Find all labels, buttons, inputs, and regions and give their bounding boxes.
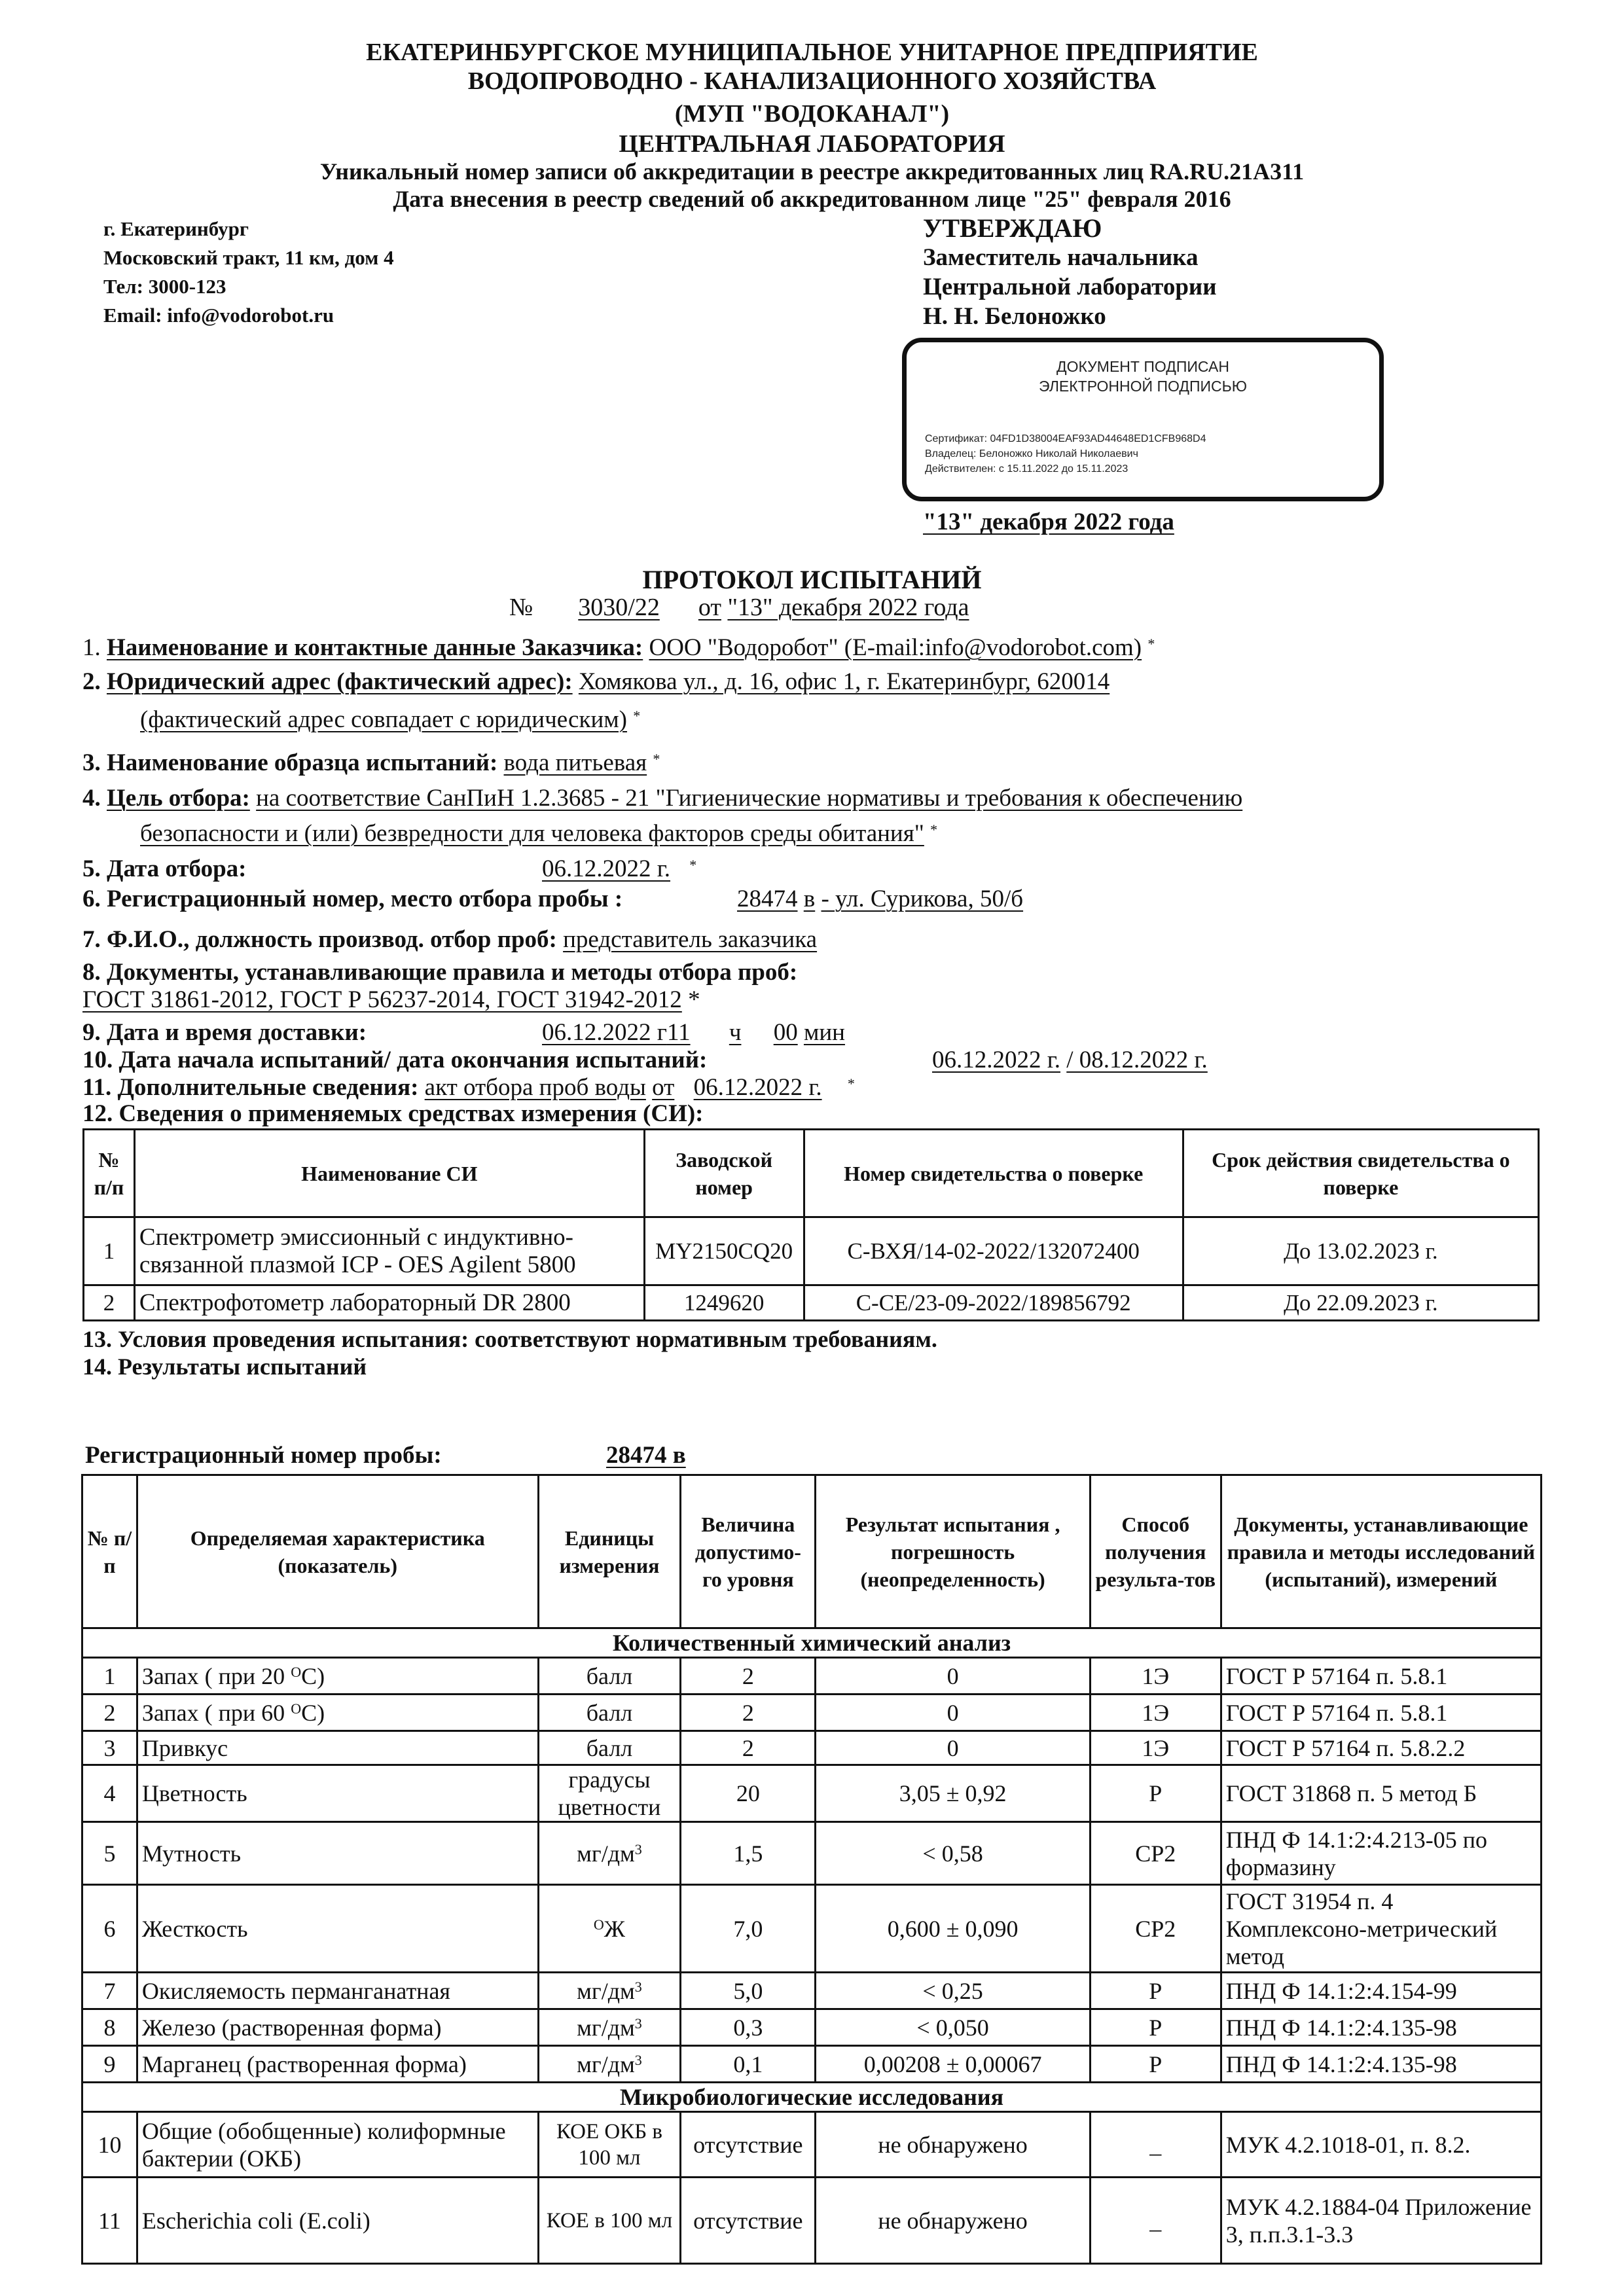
item-7: 7. Ф.И.О., должность производ. отбор проб: представитель заказчика — [82, 926, 818, 953]
section-chemical — [82, 1628, 1542, 1658]
instr-header-name: Наименование СИ — [134, 1130, 644, 1217]
results-header-documents: Документы, устанавливающие правила и методы исследований (испытаний), измерений — [1221, 1475, 1541, 1628]
electronic-signature-stamp — [902, 338, 1384, 501]
item-6: 6. Регистрационный номер, место отбора пробы : — [82, 886, 623, 912]
item-11-date: 06.12.2022 г. — [693, 1074, 822, 1101]
table-row: 3 Привкус балл 2 0 1Э ГОСТ Р 57164 п. 5.8.2.2 — [82, 1731, 1542, 1765]
item-11-value: акт отбора проб воды — [424, 1074, 646, 1101]
item-4-value: на соответствие СанПиН 1.2.3685 - 21 "Гигиенические нормативы и требования к обеспечению — [256, 785, 1243, 812]
approval-date: "13" декабря 2022 года — [923, 509, 1174, 535]
instruments-header-row — [84, 1130, 1539, 1217]
stamp-owner: Владелец: Белоножко Николай Николаевич — [925, 448, 1138, 459]
table-row: 6 Жесткость $^О$Ж 7,0 0,600 ± 0,090 СР2 ГОСТ 31954 п. 4 Комплексоно-метрический метод — [82, 1885, 1542, 1973]
contact-address: Московский тракт, 11 км, дом 4 — [103, 246, 394, 269]
table-row: 4 Цветность градусы цветности 20 3,05 ± 0,92 Р ГОСТ 31868 п. 5 метод Б — [82, 1765, 1542, 1822]
item-11-label: Дополнительные сведения: — [117, 1074, 419, 1101]
stamp-valid: Действителен: с 15.11.2022 до 15.11.2023 — [925, 463, 1128, 475]
item-3-label: Наименование образца испытаний: — [107, 749, 498, 776]
item-10-value-wrap — [932, 1046, 1208, 1075]
item-6-place: - ул. Сурикова, 50/б — [821, 886, 1024, 912]
item-3: 3. Наименование образца испытаний: вода питьевая * — [82, 749, 660, 776]
item-5-value: 06.12.2022 г. — [542, 855, 671, 882]
protocol-date: "13" декабря 2022 года — [727, 594, 969, 621]
item-4-value2: безопасности и (или) безвредности для человека факторов среды обитания" — [140, 820, 924, 847]
item-10-end: / 08.12.2022 г. — [1066, 1047, 1208, 1073]
protocol-number-line — [509, 593, 969, 622]
approval-title: УТВЕРЖДАЮ — [923, 213, 1102, 243]
section-microbiology-title: Микробиологические исследования — [82, 2083, 1542, 2112]
item-12: 12. Сведения о применяемых средствах измерения (СИ): — [82, 1100, 704, 1127]
item-6-suffix: в — [803, 886, 816, 912]
table-row: 9 Марганец (растворенная форма) $мг/дм^3$ 0,1 0,00208 ± 0,00067 Р ПНД Ф 14.1:2:4.135-98 — [82, 2046, 1542, 2083]
accreditation-number: Уникальный номер записи об аккредитации в реестре аккредитованных лиц RA.RU.21А311 — [319, 158, 1305, 185]
item-7-label: Ф.И.О., должность производ. отбор проб: — [107, 926, 557, 953]
item-10-label: Дата начала испытаний/ дата окончания испытаний: — [118, 1047, 708, 1073]
item-9-hour: 11 — [666, 1019, 691, 1046]
results-header-result: Результат испытания , погрешность (неопределенность) — [816, 1475, 1091, 1628]
protocol-date-prefix: от — [698, 594, 721, 621]
contact-phone: Тел: 3000-123 — [103, 275, 226, 298]
instr-header-serial: Заводской номер — [644, 1130, 804, 1217]
item-7-value: представитель заказчика — [563, 926, 818, 953]
item-2-value: Хомякова ул., д. 16, офис 1, г. Екатеринбург, 620014 — [578, 668, 1110, 695]
protocol-number: 3030/22 — [578, 594, 660, 621]
sample-value: 28474 в — [606, 1442, 686, 1469]
item-4: 4. Цель отбора: на соответствие СанПиН 1.2.3685 - 21 "Гигиенические нормативы и требования к обеспечению — [82, 785, 1243, 812]
item-14: 14. Результаты испытаний — [82, 1354, 367, 1380]
results-header-row — [82, 1475, 1542, 1628]
item-8: 8. Документы, устанавливающие правила и методы отбора проб: — [82, 959, 798, 986]
org-short-name: (МУП "ВОДОКАНАЛ") — [674, 100, 950, 128]
approval-name: Н. Н. Белоножко — [923, 303, 1106, 330]
approval-block — [923, 213, 1217, 331]
item-9-label: Дата и время доставки: — [107, 1019, 367, 1046]
item-9-value-wrap: 06.12.2022 г11 ч 00 мин — [542, 1019, 845, 1046]
instr-header-cert: Номер свидетельства о поверке — [804, 1130, 1183, 1217]
contact-email: Email: info@vodorobot.ru — [103, 304, 334, 327]
results-header-num: № п/п — [82, 1475, 137, 1628]
section-microbiology — [82, 2083, 1542, 2112]
item-10: 10. Дата начала испытаний/ дата окончания испытаний: — [82, 1047, 708, 1073]
org-name-line2: ВОДОПРОВОДНО - КАНАЛИЗАЦИОННОГО ХОЗЯЙСТВА — [467, 67, 1157, 95]
table-row: 2 Запах ( при 60 $^О$С) балл 2 0 1Э ГОСТ Р 57164 п. 5.8.1 — [82, 1695, 1542, 1731]
contact-city: г. Екатеринбург — [103, 217, 249, 240]
item-1-value: ООО "Водоробот" (E-mail:info@vodorobot.com) — [649, 634, 1142, 661]
item-6-label: Регистрационный номер, место отбора пробы : — [107, 886, 623, 912]
results-table — [81, 1474, 1542, 2265]
table-row: 1 Запах ( при 20 $^О$С) балл 2 0 1Э ГОСТ Р 57164 п. 5.8.1 — [82, 1658, 1542, 1695]
item-8-label: Документы, устанавливающие правила и методы отбора проб: — [107, 959, 798, 986]
item-4-line2: безопасности и (или) безвредности для человека факторов среды обитания" * — [140, 820, 938, 847]
item-10-start: 06.12.2022 г. — [932, 1047, 1061, 1073]
org-name-line1: ЕКАТЕРИНБУРГСКОЕ МУНИЦИПАЛЬНОЕ УНИТАРНОЕ ПРЕДПРИЯТИЕ — [366, 39, 1258, 66]
item-1-label: Наименование и контактные данные Заказчика: — [107, 634, 643, 661]
results-header-limit: Величина допустимо-го уровня — [681, 1475, 816, 1628]
instruments-row: 1 Спектрометр эмиссионный с индуктивно-связанной плазмой ICP - OES Agilent 5800 MY2150CQ20 С-ВХЯ/14-02-2022/132072400 До 13.02.2023 г. — [84, 1217, 1539, 1285]
item-5: 5. Дата отбора: — [82, 855, 247, 882]
protocol-title: ПРОТОКОЛ ИСПЫТАНИЙ — [642, 565, 982, 594]
stamp-certificate: Сертификат: 04FD1D38004EAF93AD44648ED1CFB968D4 — [925, 433, 1206, 444]
item-5-label: Дата отбора: — [107, 855, 247, 882]
table-row: 11 Escherichia coli (E.coli) КОЕ в 100 мл отсутствие не обнаружено _ МУК 4.2.1884-04 Приложение 3, п.п.3.1-3.3 — [82, 2178, 1542, 2264]
item-5-value-wrap: 06.12.2022 г. * — [542, 855, 697, 882]
stamp-line2: ЭЛЕКТРОННОЙ ПОДПИСЬЮ — [1039, 378, 1247, 395]
item-2-label: Юридический адрес (фактический адрес): — [107, 668, 573, 695]
instr-header-valid: Срок действия свидетельства о поверке — [1183, 1130, 1538, 1217]
item-6-value: 28474 — [737, 886, 798, 912]
item-9: 9. Дата и время доставки: — [82, 1019, 367, 1046]
item-8-line2: ГОСТ 31861-2012, ГОСТ Р 56237-2014, ГОСТ 31942-2012 * — [82, 986, 700, 1013]
item-3-value: вода питьевая — [503, 749, 647, 776]
item-9-min: 00 — [773, 1019, 798, 1046]
instruments-row: 2 Спектрофотометр лабораторный DR 2800 1249620 С-СЕ/23-09-2022/189856792 До 22.09.2023 г. — [84, 1285, 1539, 1321]
results-header-method: Способ получения результа-тов — [1090, 1475, 1221, 1628]
table-row: 5 Мутность $мг/дм^3$ 1,5 < 0,58 СР2 ПНД Ф 14.1:2:4.213-05 по формазину — [82, 1822, 1542, 1885]
item-8-value: ГОСТ 31861-2012, ГОСТ Р 56237-2014, ГОСТ 31942-2012 — [82, 986, 682, 1013]
results-header-unit: Единицы измерения — [538, 1475, 681, 1628]
item-9-date: 06.12.2022 г — [542, 1019, 667, 1046]
item-13: 13. Условия проведения испытания: соответствуют нормативным требованиям. — [82, 1326, 937, 1352]
stamp-line1: ДОКУМЕНТ ПОДПИСАН — [1056, 358, 1229, 375]
section-chemical-title: Количественный химический анализ — [82, 1628, 1542, 1658]
item-6-value-wrap — [737, 885, 1023, 914]
contacts-block — [103, 215, 394, 330]
approval-position1: Заместитель начальника — [923, 244, 1199, 271]
item-1: 1. Наименование и контактные данные Заказчика: ООО "Водоробот" (E-mail:info@vodorobot.com) * — [82, 634, 1155, 661]
item-2: 2. Юридический адрес (фактический адрес): Хомякова ул., д. 16, офис 1, г. Екатеринбург, 620014 — [82, 668, 1110, 695]
protocol-number-prefix: № — [509, 594, 533, 621]
table-row: 7 Окисляемость перманганатная $мг/дм^3$ 5,0 < 0,25 Р ПНД Ф 14.1:2:4.154-99 — [82, 1973, 1542, 2009]
sample-label: Регистрационный номер пробы: — [85, 1442, 442, 1469]
lab-name: ЦЕНТРАЛЬНАЯ ЛАБОРАТОРИЯ — [619, 130, 1005, 158]
approval-position2: Центральной лаборатории — [923, 274, 1217, 300]
table-row: 10 Общие (обобщенные) колиформные бактерии (ОКБ) КОЕ ОКБ в 100 мл отсутствие не обнаружено _ МУК 4.2.1018-01, п. 8.2. — [82, 2112, 1542, 2178]
instr-header-num: № п/п — [84, 1130, 135, 1217]
item-11: 11. Дополнительные сведения: акт отбора проб воды от 06.12.2022 г. * — [82, 1074, 855, 1101]
instruments-table — [82, 1128, 1540, 1321]
table-row: 8 Железо (растворенная форма) $мг/дм^3$ 0,3 < 0,050 Р ПНД Ф 14.1:2:4.135-98 — [82, 2009, 1542, 2046]
item-2-line2: (фактический адрес совпадает с юридическим) * — [82, 706, 640, 734]
accreditation-date: Дата внесения в реестр сведений об аккредитованном лице "25" февраля 2016 — [393, 186, 1231, 212]
item-2-value2: (фактический адрес совпадает с юридическим) — [140, 706, 627, 733]
item-4-label: Цель отбора: — [107, 785, 250, 812]
results-header-characteristic: Определяемая характеристика (показатель) — [137, 1475, 538, 1628]
